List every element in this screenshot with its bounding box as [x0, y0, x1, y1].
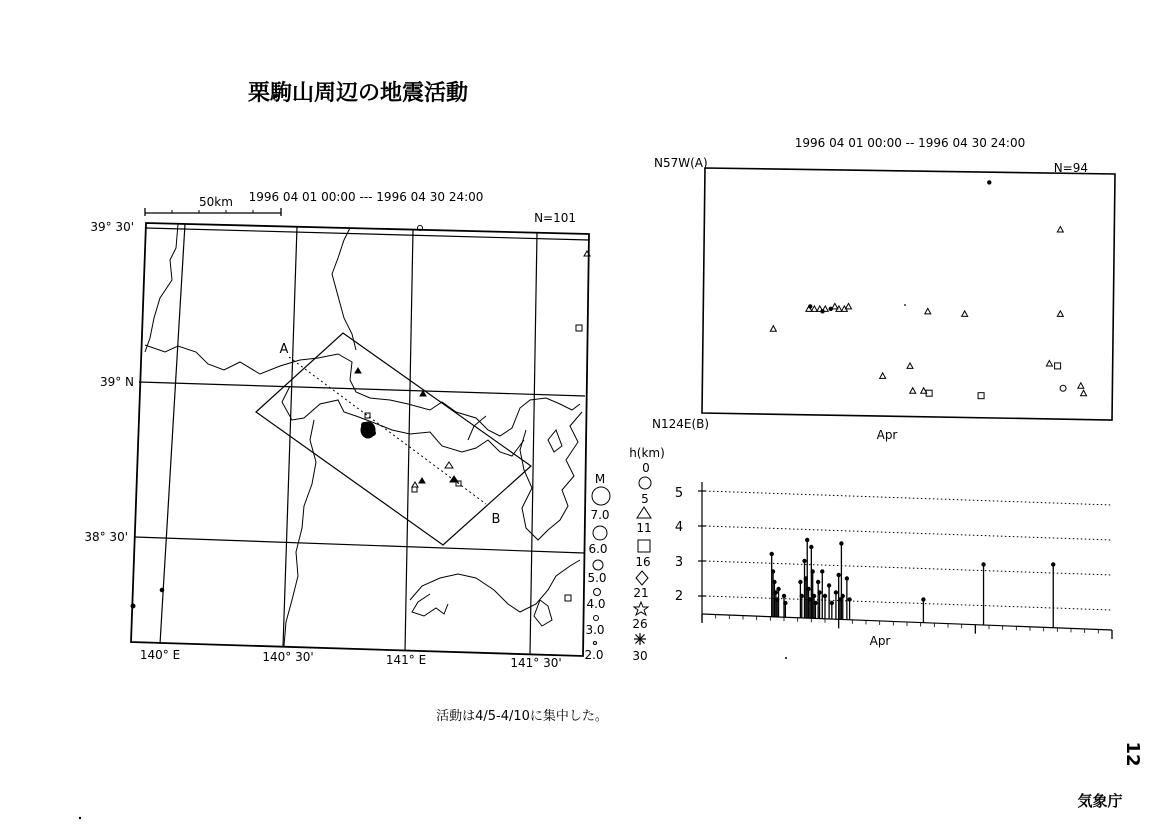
mt-gridline [705, 491, 1112, 505]
mt-y-tick-label: 4 [674, 520, 684, 535]
mt-y-tick-label: 2 [674, 589, 684, 604]
lon-label-140-30: 140° 30' [262, 650, 314, 664]
mt-event-point [921, 597, 925, 601]
lat-label-39: 39° N [99, 375, 134, 389]
cross-section-period: 1996 04 01 00:00 -- 1996 04 30 24:00 [794, 136, 1026, 150]
cross-section-event [880, 373, 886, 379]
mt-gridline [705, 596, 1112, 610]
section-b-label: B [491, 512, 501, 527]
epicenter-triangle [445, 462, 453, 468]
cross-section-event [1055, 363, 1061, 369]
mt-event-point [817, 590, 821, 594]
mt-event-point [836, 573, 840, 577]
depth-label: 30 [632, 649, 648, 663]
mt-event-point [1051, 562, 1055, 566]
depth-legend [629, 446, 665, 663]
cross-section-box [256, 333, 531, 545]
cross-section-event [910, 388, 916, 394]
mt-gridline [705, 561, 1112, 575]
mt-event-point [776, 587, 780, 591]
magnitude-label: 4.0 [586, 597, 606, 611]
cross-section-axis-label: Apr [876, 428, 898, 442]
mt-event-point [834, 590, 838, 594]
magnitude-label: 3.0 [585, 623, 605, 637]
section-a-label: A [279, 342, 289, 357]
agency-name: 気象庁 [1077, 792, 1123, 810]
magnitude-legend [584, 472, 610, 662]
cross-section-event [1057, 311, 1063, 317]
depth-label: 21 [633, 586, 649, 600]
magnitude-label: 6.0 [588, 542, 608, 556]
mt-event-point [830, 601, 834, 605]
epicenter-map [84, 190, 664, 670]
cross-section-event [808, 304, 812, 308]
depth-label: 0 [642, 461, 650, 475]
mt-y-tick-label: 5 [674, 486, 684, 501]
mt-event-point [771, 569, 775, 573]
lon-label-141: 141° E [385, 653, 427, 667]
map-frame [131, 223, 589, 656]
mt-event-point [827, 583, 831, 587]
mt-event-point [805, 538, 809, 542]
depth-symbol-circle [639, 477, 651, 489]
map-event-count: N=101 [534, 211, 576, 225]
mt-gridline [705, 526, 1112, 540]
cross-section-event [822, 306, 828, 312]
magnitude-legend-title: M [594, 472, 606, 486]
depth-symbol-asterisk [634, 633, 646, 645]
mt-gridlines [698, 491, 1112, 610]
lon-label-140: 140° E [139, 648, 181, 662]
cross-section-event [987, 180, 991, 184]
depth-symbol-diamond [636, 571, 648, 585]
lon-label-141-30: 141° 30' [510, 656, 562, 670]
mt-event-point [847, 597, 851, 601]
depth-label: 5 [641, 492, 649, 506]
epicenter-square [576, 325, 582, 331]
mt-event-point [782, 594, 786, 598]
cross-section-event [1057, 227, 1063, 233]
scan-speck [79, 817, 81, 819]
page-number: 12 [1122, 741, 1143, 767]
epicenter-triangle [419, 478, 425, 483]
mt-event-point [981, 562, 985, 566]
mt-y-tick-label: 3 [674, 555, 684, 570]
magnitude-symbol [594, 642, 597, 645]
mt-event-point [772, 580, 776, 584]
mt-event-point [823, 594, 827, 598]
cross-section-event [978, 393, 984, 399]
cross-section-event [1046, 360, 1052, 366]
mt-x-ticks [702, 614, 1112, 639]
mt-event-point [774, 590, 778, 594]
magnitude-time-chart [675, 482, 1112, 648]
magnitude-symbol [594, 616, 599, 621]
magnitude-symbol [592, 487, 610, 505]
mt-event-point [800, 594, 804, 598]
mt-event-point [798, 580, 802, 584]
depth-legend-title: h(km) [629, 446, 665, 460]
cross-section-event [1081, 390, 1087, 396]
depth-symbol-square [638, 540, 650, 552]
mt-event-point [809, 545, 813, 549]
mt-event-point [812, 594, 816, 598]
mt-event-point [783, 601, 787, 605]
magnitude-symbol [594, 589, 601, 596]
cross-section-top-label: N57W(A) [654, 156, 708, 170]
cross-section-event [770, 326, 776, 332]
cross-section-panel [652, 136, 1115, 442]
magnitude-label: 7.0 [590, 508, 610, 522]
cross-section-bottom-label: N124E(B) [652, 417, 710, 431]
mt-event-point [813, 601, 817, 605]
cross-section-frame [702, 168, 1115, 420]
mt-event-point [845, 576, 849, 580]
scan-speck [785, 657, 787, 659]
mt-events [770, 538, 1056, 628]
lat-label-38-30: 38° 30' [84, 530, 128, 544]
cross-section-event [1060, 385, 1066, 391]
graticule [135, 224, 589, 654]
page-title: 栗駒山周辺の地震活動 [247, 81, 469, 106]
activity-note: 活動は4/5-4/10に集中した。 [436, 709, 608, 724]
cross-section-count: N=94 [1053, 161, 1088, 175]
lat-label-39-30: 39° 30' [90, 220, 134, 234]
magnitude-symbol [593, 526, 607, 540]
scan-speck [904, 304, 906, 306]
epicenter-triangle [412, 482, 418, 487]
mt-x-label: Apr [869, 634, 891, 648]
cross-section-event [846, 303, 852, 309]
magnitude-label: 2.0 [584, 648, 604, 662]
mt-event-point [820, 569, 824, 573]
magnitude-symbol [593, 560, 603, 570]
mt-event-point [811, 569, 815, 573]
mt-event-point [802, 559, 806, 563]
mt-event-point [806, 587, 810, 591]
mt-event-point [839, 541, 843, 545]
magnitude-label: 5.0 [587, 571, 607, 585]
epicenter-square [412, 487, 417, 492]
epicenter-square [565, 595, 571, 601]
depth-symbol-star [634, 602, 648, 615]
cross-section-events [770, 180, 1086, 398]
depth-symbol-triangle [637, 507, 651, 518]
mt-event-point [770, 552, 774, 556]
depth-label: 16 [635, 555, 651, 569]
cross-section-event [962, 311, 968, 317]
cross-section-event [1078, 383, 1084, 389]
epicenter-triangle [355, 368, 361, 373]
scale-label: 50km [199, 195, 233, 209]
cross-section-event [925, 308, 931, 314]
cross-section-event [832, 303, 838, 309]
depth-label: 11 [636, 521, 652, 535]
mt-event-point [841, 594, 845, 598]
mt-event-point [816, 580, 820, 584]
cross-section-event [907, 363, 913, 369]
map-period: 1996 04 01 00:00 --- 1996 04 30 24:00 [248, 190, 484, 204]
depth-label: 26 [632, 617, 648, 631]
